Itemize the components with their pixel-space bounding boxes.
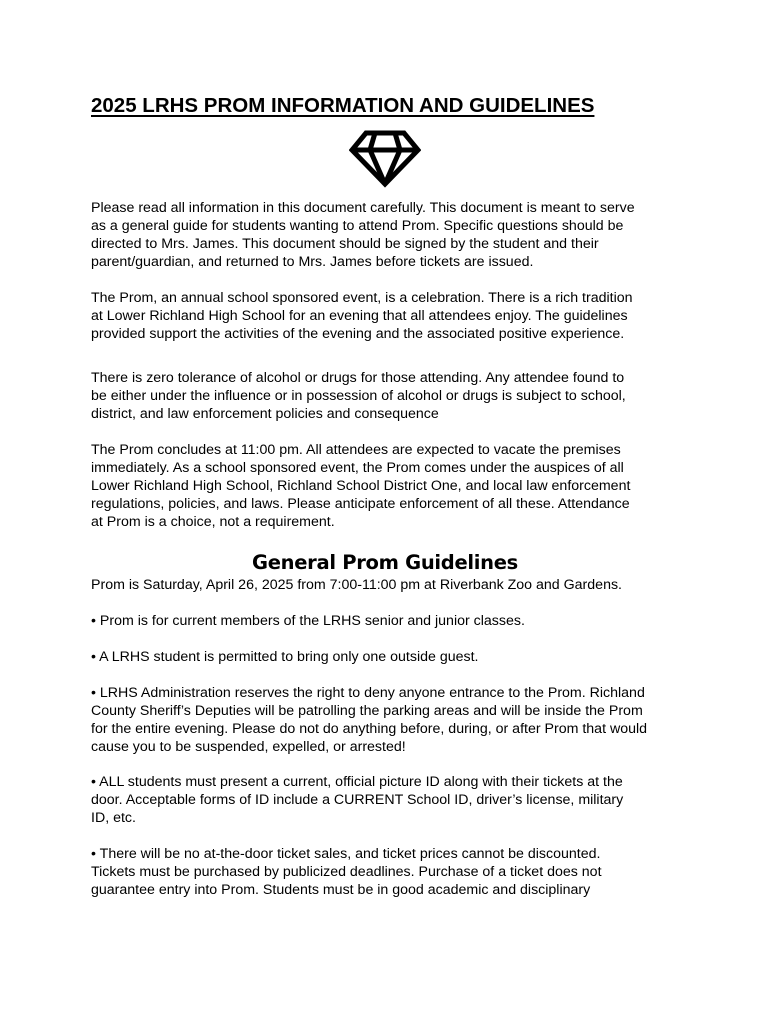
- text-line: ID, etc.: [91, 810, 136, 826]
- section-heading: General Prom Guidelines: [252, 551, 518, 574]
- text-line: door. Acceptable forms of ID include a CURRENT School ID, driver’s license, military: [91, 792, 624, 808]
- text-line: immediately. As a school sponsored event, the Prom comes under the auspices of all: [91, 460, 624, 476]
- text-line: The Prom concludes at 11:00 pm. All attendees are expected to vacate the premises: [91, 442, 621, 458]
- guideline-bullet: [91, 612, 681, 630]
- text-line: provided support the activities of the evening and the associated positive experience.: [91, 326, 625, 342]
- text-line: Prom is Saturday, April 26, 2025 from 7:00-11:00 pm at Riverbank Zoo and Gardens.: [91, 577, 622, 593]
- prom-date-line: [91, 576, 681, 594]
- text-line: County Sheriff’s Deputies will be patrolling the parking areas and will be inside the Prom: [91, 703, 643, 719]
- page-title: 2025 LRHS PROM INFORMATION AND GUIDELINES: [91, 94, 595, 117]
- guideline-bullet: [91, 648, 681, 666]
- text-line: directed to Mrs. James. This document should be signed by the student and their: [91, 236, 599, 252]
- intro-paragraph: [91, 441, 681, 531]
- text-line: at Lower Richland High School for an evening that all attendees enjoy. The guidelines: [91, 308, 628, 324]
- text-line: There is zero tolerance of alcohol or drugs for those attending. Any attendee found to: [91, 370, 625, 386]
- text-line: regulations, policies, and laws. Please anticipate enforcement of all these. Attendance: [91, 496, 630, 512]
- text-line: • ALL students must present a current, official picture ID along with their tickets at the: [91, 774, 623, 790]
- text-line: at Prom is a choice, not a requirement.: [91, 514, 335, 530]
- text-line: The Prom, an annual school sponsored event, is a celebration. There is a rich tradition: [91, 290, 633, 306]
- text-line: guarantee entry into Prom. Students must be in good academic and disciplinary: [91, 882, 591, 898]
- text-line: • Prom is for current members of the LRHS senior and junior classes.: [91, 613, 525, 629]
- text-line: parent/guardian, and returned to Mrs. James before tickets are issued.: [91, 254, 534, 270]
- intro-paragraph: [91, 369, 681, 423]
- text-line: be either under the influence or in possession of alcohol or drugs is subject to school,: [91, 388, 626, 404]
- text-line: • A LRHS student is permitted to bring only one outside guest.: [91, 649, 479, 665]
- guideline-bullet: [91, 684, 681, 756]
- text-line: cause you to be suspended, expelled, or arrested!: [91, 739, 406, 755]
- guideline-bullet: [91, 845, 681, 899]
- text-line: district, and law enforcement policies and consequence: [91, 406, 439, 422]
- guideline-bullet: [91, 773, 681, 827]
- text-line: as a general guide for students wanting to attend Prom. Specific questions should be: [91, 218, 624, 234]
- text-line: Please read all information in this document carefully. This document is meant to serve: [91, 200, 635, 216]
- intro-paragraph: [91, 199, 681, 271]
- intro-paragraph: [91, 289, 681, 343]
- diamond-icon: [349, 130, 421, 188]
- text-line: for the entire evening. Please do not do anything before, during, or after Prom that would: [91, 721, 648, 737]
- text-line: • There will be no at-the-door ticket sales, and ticket prices cannot be discounted.: [91, 846, 601, 862]
- text-line: Lower Richland High School, Richland School District One, and local law enforcement: [91, 478, 631, 494]
- text-line: • LRHS Administration reserves the right to deny anyone entrance to the Prom. Richland: [91, 685, 645, 701]
- text-line: Tickets must be purchased by publicized deadlines. Purchase of a ticket does not: [91, 864, 602, 880]
